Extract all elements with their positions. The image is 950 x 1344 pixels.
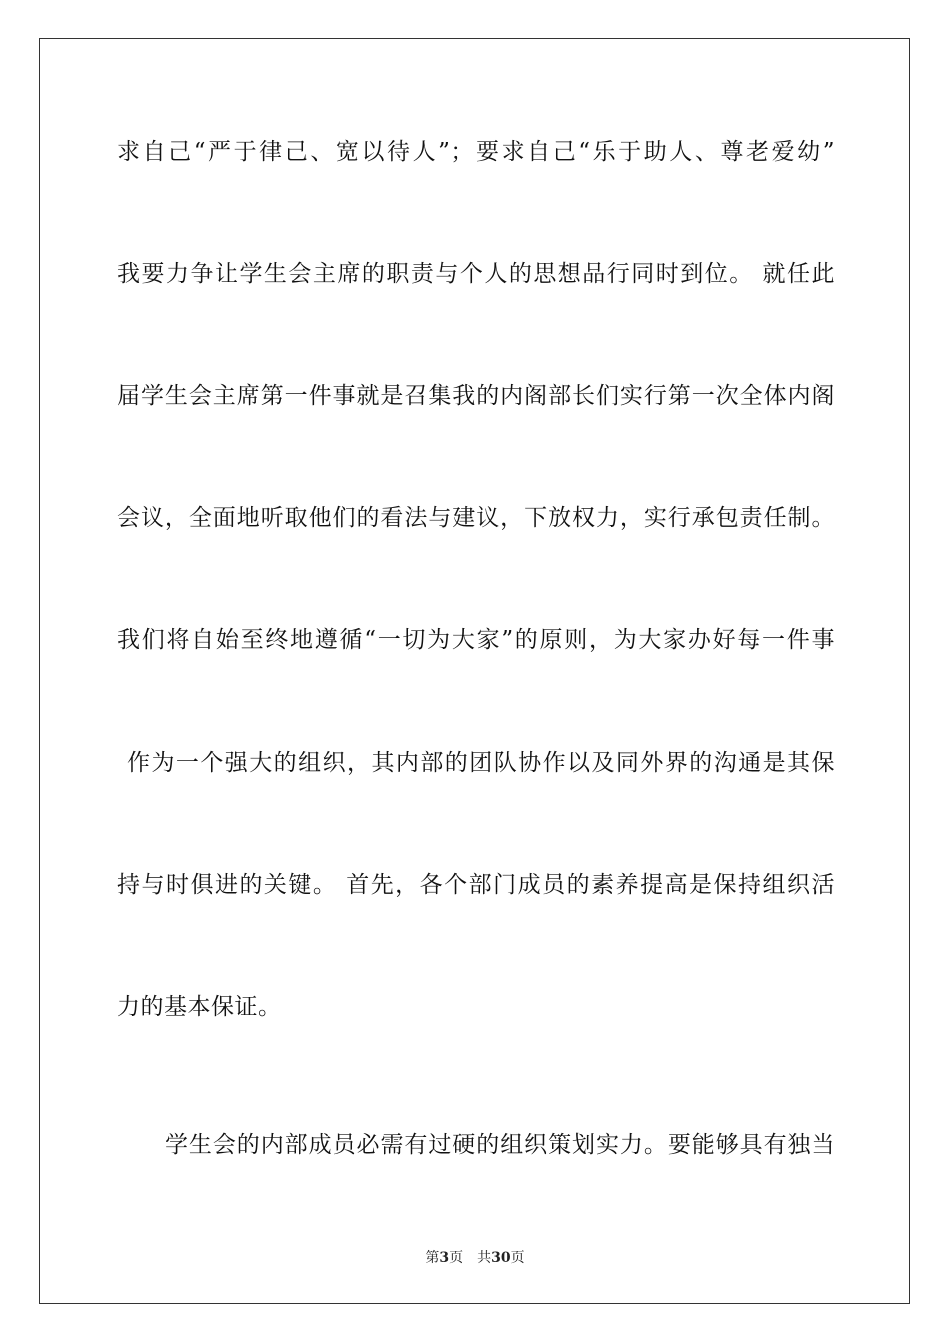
- footer-total-suffix: 页: [510, 1250, 525, 1266]
- body-text-line-4: 会议，全面地听取他们的看法与建议，下放权力，实行承包责任制。: [117, 505, 835, 531]
- footer-page-number: 3: [439, 1250, 450, 1266]
- body-text-line-2: 我要力争让学生会主席的职责与个人的思想品行同时到位。 就任此: [117, 261, 835, 287]
- body-text-line-6: 作为一个强大的组织，其内部的团队协作以及同外界的沟通是其保: [127, 750, 835, 776]
- body-text-line-9: 学生会的内部成员必需有过硬的组织策划实力。要能够具有独当: [141, 1132, 835, 1158]
- footer-page-suffix: 页: [449, 1250, 464, 1266]
- footer-total-number: 30: [491, 1250, 511, 1266]
- body-text-line-3: 届学生会主席第一件事就是召集我的内阁部长们实行第一次全体内阁: [117, 383, 835, 409]
- body-text-line-7: 持与时俱进的关键。 首先，各个部门成员的素养提高是保持组织活: [117, 872, 835, 898]
- page-border: [39, 38, 910, 1304]
- body-text-line-5: 我们将自始至终地遵循“一切为大家”的原则，为大家办好每一件事: [117, 627, 835, 653]
- body-text-line-8: 力的基本保证。: [117, 994, 282, 1020]
- body-text-line-1: 求自己“严于律己、宽以待人”；要求自己“乐于助人、尊老爱幼”: [117, 139, 835, 165]
- page-footer: [0, 1249, 950, 1267]
- footer-page-prefix: 第: [425, 1250, 440, 1266]
- footer-total-prefix: 共: [477, 1250, 492, 1266]
